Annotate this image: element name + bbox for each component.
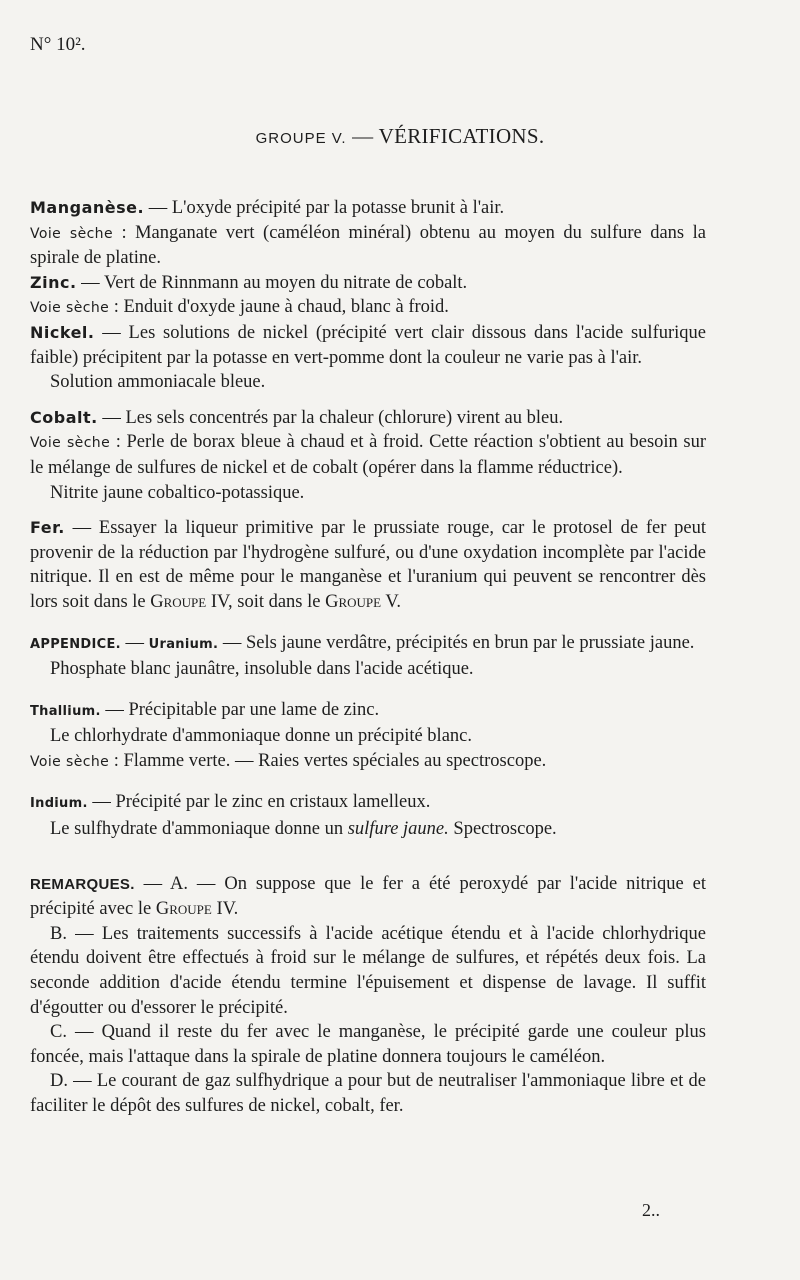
thallium-line2: Le chlorhydrate d'ammoniaque donne un précipité blanc.	[50, 726, 472, 747]
remarques-a-end: IV.	[211, 899, 239, 920]
voie-seche-label: Voie sèche	[30, 435, 111, 452]
cobalt-voie-text: : Perle de borax bleue à chaud et à froid. Cette réaction s'obtient au besoin sur le mélange de sulfures de nickel et de cobalt (opérer dans la flamme réductrice).	[30, 432, 706, 478]
zinc-voie-text: : Enduit d'oxyde jaune à chaud, blanc à froid.	[109, 297, 449, 318]
nickel-line2: Solution ammoniacale bleue.	[50, 372, 266, 393]
remarques-b: B. — Les traitements successifs à l'acide acétique étendu et à l'acide chlorhydrique étendu doivent être effectués à froid sur le mélange de sulfures, et répétés deux fois. La seconde addition d'acide étendu termine l'épuisement et dispense de lavage. Il suffit d'égoutter ou d'essorer le précipité.	[30, 923, 706, 1018]
indium-line2-a: Le sulfhydrate d'ammoniaque donne un	[50, 819, 348, 840]
cobalt-paragraph	[30, 406, 706, 431]
fer-groupe-v: Groupe	[325, 591, 382, 612]
remarques-label: REMARQUES.	[30, 875, 135, 893]
fer-label: Fer.	[30, 518, 65, 538]
title-group: GROUPE V.	[255, 130, 347, 147]
footer-mark: 2..	[642, 1200, 660, 1220]
page-number: N° 10².	[30, 34, 86, 55]
indium-line2	[30, 817, 706, 842]
fer-end: V.	[381, 591, 402, 612]
manganese-voie-seche	[30, 221, 706, 271]
nickel-paragraph	[30, 321, 706, 370]
indium-paragraph	[30, 790, 706, 817]
uranium-label: Uranium.	[148, 636, 219, 652]
thallium-paragraph	[30, 698, 706, 725]
thallium-text: — Précipitable par une lame de zinc.	[100, 699, 380, 720]
nickel-text: — Les solutions de nickel (précipité vert clair dissous dans l'acide sulfurique faible) précipitent par la potasse en vert-pomme dont la couleur ne varie pas à l'air.	[30, 322, 706, 368]
manganese-label: Manganèse.	[30, 198, 145, 217]
remarques-d: D. — Le courant de gaz sulfhydrique a pour but de neutraliser l'ammoniaque libre et de faciliter le dépôt des sulfures de nickel, cobalt, fer.	[30, 1071, 706, 1116]
uranium-line2: Phosphate blanc jaunâtre, insoluble dans l'acide acétique.	[50, 659, 474, 680]
indium-label: Indium.	[30, 796, 88, 812]
zinc-paragraph	[30, 271, 706, 296]
voie-seche-label: Voie sèche	[30, 300, 110, 317]
cobalt-label: Cobalt.	[30, 407, 98, 427]
voie-seche-label: Voie sèche	[30, 225, 113, 242]
cobalt-text: — Les sels concentrés par la chaleur (chlorure) virent au bleu.	[97, 407, 564, 428]
thallium-voie-text: : Flamme verte. — Raies vertes spéciales au spectroscope.	[109, 750, 547, 771]
nickel-label: Nickel.	[30, 322, 95, 342]
indium-line2-italic: sulfure jaune.	[347, 819, 449, 840]
uranium-text: — Sels jaune verdâtre, précipités en brun par le prussiate jaune.	[218, 632, 695, 653]
remarques-c: C. — Quand il reste du fer avec le manganèse, le précipité garde une couleur plus foncée, mais l'attaque dans la spirale de platine donnera toujours le caméléon.	[30, 1022, 706, 1067]
fer-mid: IV, soit dans le	[206, 591, 326, 612]
cobalt-voie-seche	[30, 430, 706, 480]
zinc-text: — Vert de Rinnmann au moyen du nitrate de cobalt.	[76, 272, 468, 293]
fer-groupe-iv: Groupe	[150, 591, 207, 612]
fer-text: — Essayer la liqueur primitive par le prussiate rouge, car le protosel de fer peut provenir de la réduction par l'hydrogène sulfuré, ou d'une oxydation incomplète par l'acide nitrique. Il en est de même pour le manganèse et l'uranium qui peuvent se rencontrer dès lors soit dans le	[30, 518, 706, 612]
appendice-label: APPENDICE.	[30, 636, 121, 652]
voie-seche-label: Voie sèche	[30, 753, 110, 770]
appendice-paragraph	[30, 631, 706, 658]
fer-paragraph	[30, 516, 706, 614]
cobalt-line3: Nitrite jaune cobaltico-potassique.	[50, 482, 305, 503]
manganese-text: — L'oxyde précipité par la potasse brunit à l'air.	[144, 198, 505, 218]
title-text: VÉRIFICATIONS.	[378, 124, 545, 148]
indium-line2-b: Spectroscope.	[448, 819, 557, 840]
manganese-voie-text: : Manganate vert (caméléon minéral) obtenu au moyen du sulfure dans la spirale de platine.	[30, 222, 706, 269]
zinc-voie-seche	[30, 295, 706, 321]
thallium-voie-seche	[30, 749, 706, 775]
indium-text: — Précipité par le zinc en cristaux lamelleux.	[87, 792, 431, 813]
remarques-a-groupe: Groupe	[155, 899, 212, 920]
remarques-a-text: — A. — On suppose que le fer a été peroxydé par l'acide nitrique et précipité avec le	[30, 873, 706, 920]
manganese-paragraph	[30, 196, 706, 221]
appendice-sep: —	[120, 632, 149, 653]
page-title	[0, 124, 800, 149]
document-body	[30, 196, 706, 1119]
thallium-label: Thallium.	[30, 703, 101, 719]
remarques-a	[30, 872, 706, 922]
title-separator: —	[346, 124, 379, 148]
zinc-label: Zinc.	[30, 272, 77, 292]
